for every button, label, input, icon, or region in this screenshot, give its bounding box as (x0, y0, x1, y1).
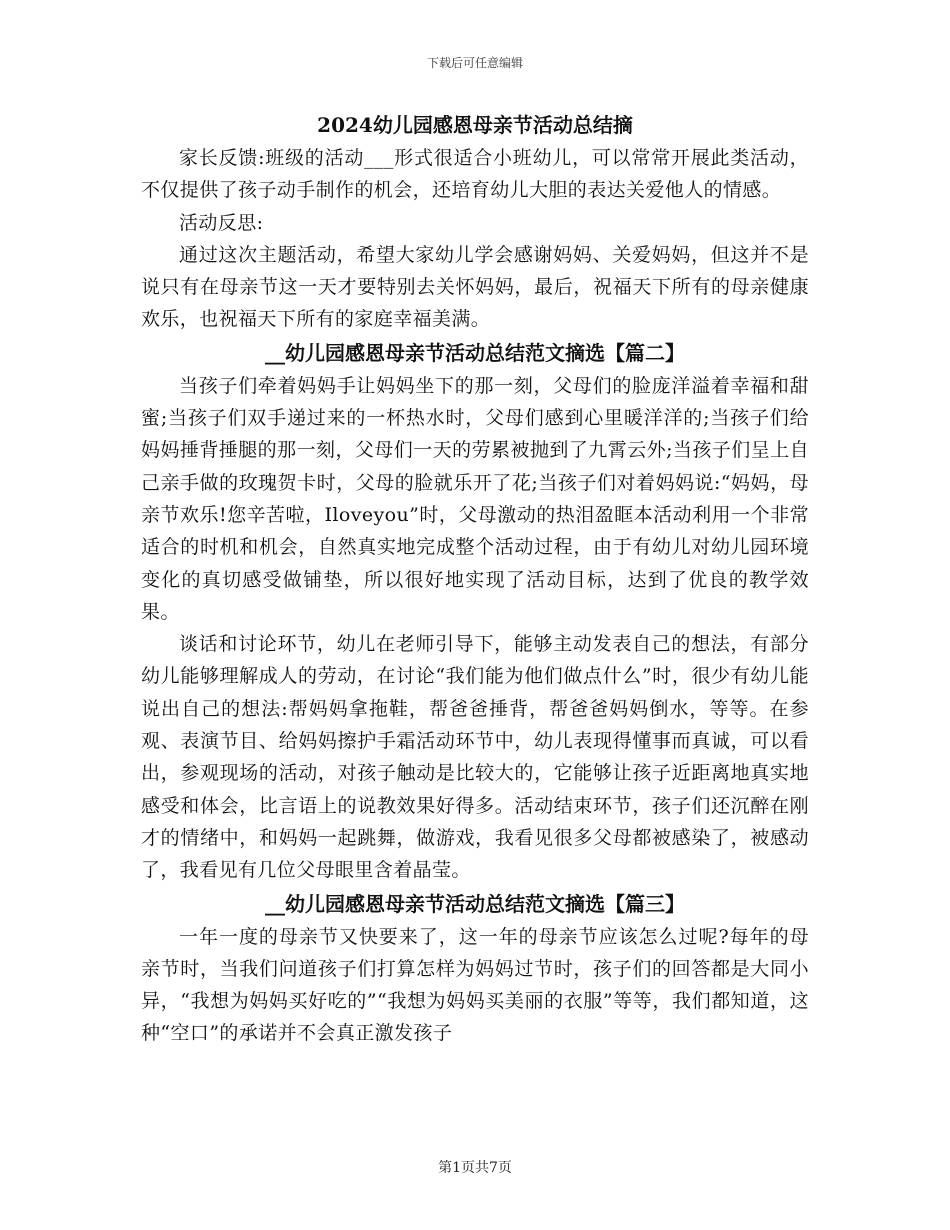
page-number-footer: 第1页共7页 (438, 1160, 512, 1176)
paragraph-part-two-1: 当孩子们牵着妈妈手让妈妈坐下的那一刻，父母们的脸庞洋溢着幸福和甜蜜;当孩子们双手递过来的一杯热水时，父母们感到心里暖洋洋的;当孩子们给妈妈捶背捶腿的那一刻，父母们一天的劳累被抛到了九霄云外;当孩子们呈上自己亲手做的玫瑰贺卡时，父母的脸就乐开了花;当孩子们对着妈妈说:“妈妈，母亲节欢乐!您辛苦啦，Iloveyou”时，父母激动的热泪盈眶本活动利用一个非常适合的时机和机会，自然真实地完成整个活动过程，由于有幼儿对幼儿园环境变化的真切感受做铺垫，所以很好地实现了活动目标，达到了优良的教学效果。 (141, 374, 809, 623)
section-heading-part-three: __幼儿园感恩母亲节活动总结范文摘选【篇三】 (265, 891, 685, 916)
paragraph-reflection-label: 活动反思: (179, 211, 264, 234)
document-body (141, 108, 809, 1050)
paragraph-reflection-body: 通过这次主题活动，希望大家幼儿学会感谢妈妈、关爱妈妈，但这并不是说只有在母亲节这一天才要特别去关怀妈妈，最后，祝福天下所有的母亲健康欢乐，也祝福天下所有的家庭幸福美满。 (141, 243, 809, 331)
page-header-note: 下载后可任意编辑 (426, 56, 523, 70)
section-heading-part-two: __幼儿园感恩母亲节活动总结范文摘选【篇二】 (265, 340, 685, 365)
document-title: 2024幼儿园感恩母亲节活动总结摘 (317, 113, 633, 137)
paragraph-parent-feedback: 家长反馈:班级的活动___形式很适合小班幼儿，可以常常开展此类活动，不仅提供了孩子动手制作的机会，还培育幼儿大胆的表达关爱他人的情感。 (141, 147, 809, 202)
paragraph-part-three-1: 一年一度的母亲节又快要来了，这一年的母亲节应该怎么过呢?每年的母亲节时，当我们问道孩子们打算怎样为妈妈过节时，孩子们的回答都是大同小异，“我想为妈妈买好吃的”“我想为妈妈买美丽的衣服”等等，我们都知道，这种“空口”的承诺并不会真正激发孩子 (141, 925, 809, 1045)
paragraph-part-two-2: 谈话和讨论环节，幼儿在老师引导下，能够主动发表自己的想法，有部分幼儿能够理解成人的劳动，在讨论“我们能为他们做点什么”时，很少有幼儿能说出自己的想法:帮妈妈拿拖鞋，帮爸爸捶背，帮爸爸妈妈倒水，等等。在参观、表演节目、给妈妈擦护手霜活动环节中，幼儿表现得懂事而真诚，可以看出，参观现场的活动，对孩子触动是比较大的，它能够让孩子近距离地真实地感受和体会，比言语上的说教效果好得多。活动结束环节，孩子们还沉醉在刚才的情绪中，和妈妈一起跳舞，做游戏，我看见很多父母都被感染了，被感动了，我看见有几位父母眼里含着晶莹。 (141, 633, 809, 882)
